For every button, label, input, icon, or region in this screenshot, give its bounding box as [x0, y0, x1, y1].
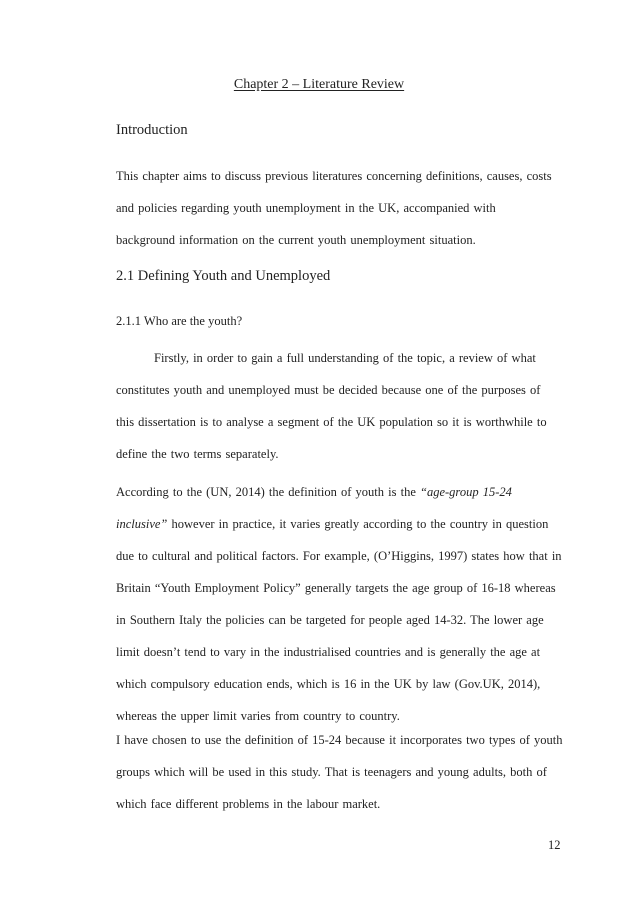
paragraph-line: and policies regarding youth unemployment in the UK, accompanied with: [116, 201, 496, 215]
line-text: According to the (UN, 2014) the definition of youth is the: [116, 485, 420, 499]
paragraph-line: background information on the current youth unemployment situation.: [116, 233, 476, 247]
paragraph-line: this dissertation is to analyse a segment of the UK population so it is worthwhile to: [116, 415, 547, 429]
paragraph-line: in Southern Italy the policies can be targeted for people aged 14-32. The lower age: [116, 613, 544, 627]
quoted-definition: “age-group 15-24: [420, 485, 512, 499]
paragraph-line: Britain “Youth Employment Policy” generally targets the age group of 16-18 whereas: [116, 581, 556, 595]
quoted-definition: inclusive”: [116, 517, 168, 531]
paragraph-line: which compulsory education ends, which is 16 in the UK by law (Gov.UK, 2014),: [116, 677, 541, 691]
paragraph-line: due to cultural and political factors. For example, (O’Higgins, 1997) states how that in: [116, 549, 562, 563]
paragraph-line: [116, 508, 572, 540]
subsection-2-1-1-heading: 2.1.1 Who are the youth?: [116, 314, 243, 328]
section-2-1-heading: 2.1 Defining Youth and Unemployed: [116, 268, 331, 284]
paragraph-line: limit doesn’t tend to vary in the industrialised countries and is generally the age at: [116, 645, 541, 659]
chapter-title: Chapter 2 – Literature Review: [233, 77, 405, 92]
paragraph-line: Firstly, in order to gain a full understanding of the topic, a review of what: [154, 351, 536, 365]
paragraph-chosen-definition: [116, 724, 572, 820]
paragraph-line: which face different problems in the labour market.: [116, 797, 381, 811]
introduction-paragraph: [116, 160, 572, 256]
paragraph-firstly: [116, 342, 572, 470]
paragraph-line: This chapter aims to discuss previous literatures concerning definitions, causes, costs: [116, 169, 552, 183]
paragraph-line: groups which will be used in this study. That is teenagers and young adults, both of: [116, 765, 547, 779]
introduction-heading: Introduction: [116, 122, 188, 138]
paragraph-line: define the two terms separately.: [116, 447, 279, 461]
line-text: however in practice, it varies greatly according to the country in question: [167, 517, 549, 531]
page-number: 12: [548, 838, 561, 852]
paragraph-according-to-un: [116, 476, 572, 732]
paragraph-line: I have chosen to use the definition of 15-24 because it incorporates two types of youth: [116, 733, 563, 747]
paragraph-line: whereas the upper limit varies from country to country.: [116, 709, 400, 723]
paragraph-line: constitutes youth and unemployed must be decided because one of the purposes of: [116, 383, 541, 397]
paragraph-line: [116, 476, 572, 508]
